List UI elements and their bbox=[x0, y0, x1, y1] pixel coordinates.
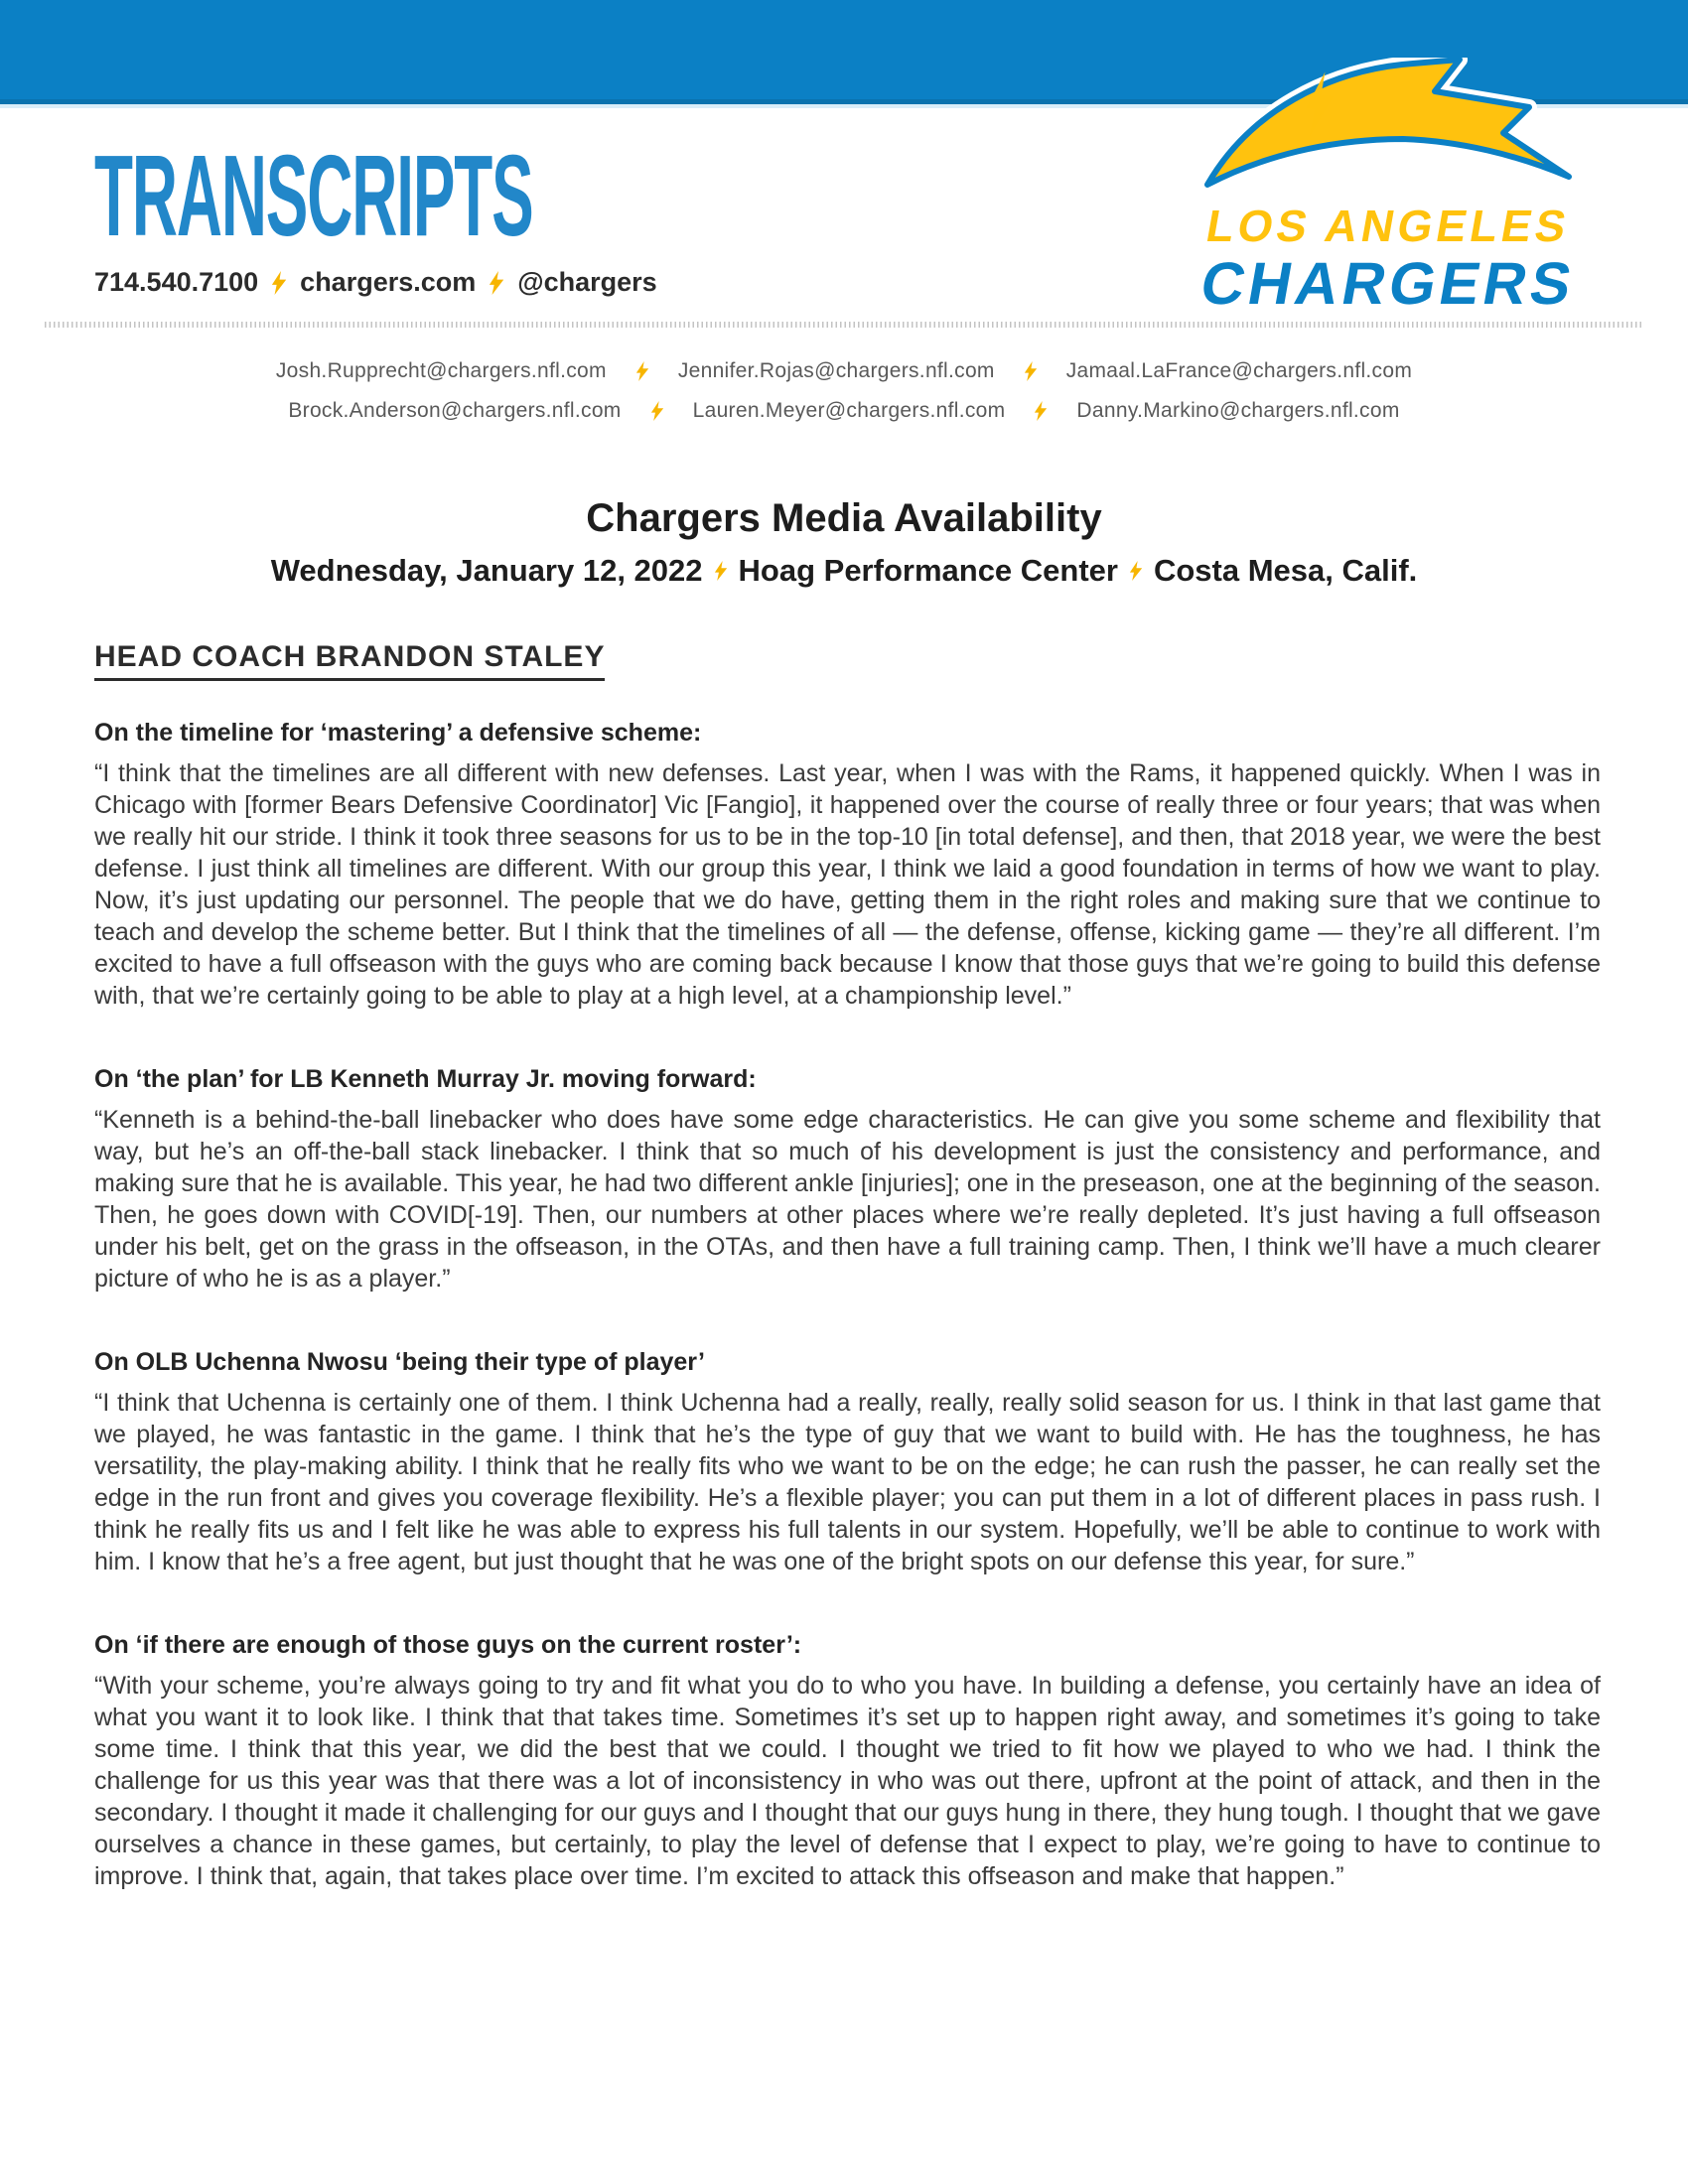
email-link[interactable]: Josh.Rupprecht@chargers.nfl.com bbox=[275, 359, 607, 382]
brand-title: TRANSCRIPTS bbox=[94, 131, 533, 260]
question-heading: On the timeline for ‘mastering’ a defensive scheme: bbox=[94, 719, 702, 747]
website-link[interactable]: chargers.com bbox=[300, 267, 477, 297]
question-heading: On OLB Uchenna Nwosu ‘being their type of player’ bbox=[94, 1348, 705, 1376]
lightning-bolt-icon bbox=[635, 361, 648, 381]
email-row bbox=[0, 391, 1688, 431]
answer-text: “With your scheme, you’re always going to try and fit what you do to who you have. In building a defense, you certainly have an idea of what you want it to look like. I think that that takes time. Sometimes it’s set up to happen right away, and sometimes it’s going to take some time. I think that this year, we did the best that we could. I thought we tried to fit how we played to who we had. I think the challenge for us this year was that there was a lot of inconsistency in who was out there, upfront at the point of attack, and then in the secondary. I thought it made it challenging for our guys and I thought that our guys hung in there, they hung tough. I thought that we gave ourselves a chance in these games, but certainly, to play the level of defense that I expect to play, we’re going to have to continue to improve. I think that, again, that takes place over time. I’m excited to attack this offseason and make that happen.” bbox=[94, 1672, 1601, 1890]
phone-number: 714.540.7100 bbox=[94, 267, 259, 297]
lightning-bolt-icon bbox=[271, 271, 287, 295]
lightning-bolt-icon bbox=[714, 561, 727, 581]
lightning-bolt-icon bbox=[1024, 361, 1037, 381]
question-heading: On ‘if there are enough of those guys on the current roster’: bbox=[94, 1631, 802, 1659]
event-location: Costa Mesa, Calif. bbox=[1153, 553, 1418, 588]
lightning-bolt-icon bbox=[489, 271, 504, 295]
email-link[interactable]: Jamaal.LaFrance@chargers.nfl.com bbox=[1065, 359, 1413, 382]
page-subtitle bbox=[0, 553, 1688, 589]
press-contacts bbox=[0, 351, 1688, 431]
lightning-bolt-icon bbox=[1129, 561, 1142, 581]
email-link[interactable]: Danny.Markino@chargers.nfl.com bbox=[1076, 399, 1400, 422]
lightning-bolt-icon bbox=[650, 401, 663, 421]
chargers-bolt-icon bbox=[1199, 58, 1577, 195]
event-date: Wednesday, January 12, 2022 bbox=[270, 553, 703, 588]
email-link[interactable]: Lauren.Meyer@chargers.nfl.com bbox=[692, 399, 1006, 422]
page-title: Chargers Media Availability bbox=[586, 496, 1102, 540]
qa-section bbox=[94, 1629, 1601, 1892]
email-row bbox=[0, 351, 1688, 391]
speaker-heading-wrap bbox=[94, 640, 1594, 681]
email-link[interactable]: Brock.Anderson@chargers.nfl.com bbox=[288, 399, 622, 422]
event-venue: Hoag Performance Center bbox=[738, 553, 1118, 588]
dotted-separator bbox=[45, 322, 1643, 328]
social-handle[interactable]: @chargers bbox=[517, 267, 657, 297]
lightning-bolt-icon bbox=[1035, 401, 1048, 421]
chargers-logo bbox=[1180, 58, 1597, 317]
question-heading: On ‘the plan’ for LB Kenneth Murray Jr. moving forward: bbox=[94, 1065, 757, 1093]
qa-section bbox=[94, 717, 1601, 1012]
transcript-body bbox=[0, 717, 1688, 1892]
qa-section bbox=[94, 1346, 1601, 1577]
logo-wordmark-city: LOS ANGELES bbox=[1202, 201, 1575, 251]
answer-text: “Kenneth is a behind-the-ball linebacker who does have some edge characteristics. He can give you some scheme and flexibility that way, but he’s an off-the-ball stack linebacker. I think that so much of his development is just the consistency and performance, and making sure that he is available. This year, he had two different ankle [injuries]; one in the preseason, one at the beginning of the season. Then, he goes down with COVID[-19]. Then, our numbers at other places where we’re really depleted. It’s just having a full offseason under his belt, get on the grass in the offseason, in the OTAs, and then have a full training camp. Then, I think we’ll have a much clearer picture of who he is as a player.” bbox=[94, 1106, 1601, 1293]
qa-section bbox=[94, 1063, 1601, 1295]
logo-wordmark-team: CHARGERS bbox=[1196, 250, 1581, 317]
answer-text: “I think that the timelines are all different with new defenses. Last year, when I was with the Rams, it happened quickly. When I was in Chicago with [former Bears Defensive Coordinator] Vic [Fangio], it happened over the course of really three or four years; that was when we really hit our stride. I think it took three seasons for us to be in the top-10 [in total defense], and then, that 2018 year, we were the best defense. I just think all timelines are different. With our group this year, I think we laid a good foundation in terms of how we want to play. Now, it’s just updating our personnel. The people that we do have, getting them in the right roles and making sure that we continue to teach and develop the scheme better. But I think that the timelines of all — the defense, offense, kicking game — they’re all different. I’m excited to have a full offseason with the guys who are coming back because I know that those guys that we’re going to build this defense with, that we’re certainly going to be able to play at a high level, at a championship level.” bbox=[94, 759, 1601, 1010]
answer-text: “I think that Uchenna is certainly one of them. I think Uchenna had a really, really, really solid season for us. I think in that last game that we played, he was fantastic in the game. I think that he’s the type of guy that we want to build with. He has the toughness, he has versatility, the play-making ability. I think that he really fits who we want to be on the edge; he can rush the passer, he can really set the edge in the run front and gives you coverage flexibility. He’s a flexible player; you can put them in a lot of different places in pass rush. I think he really fits us and I felt like he was able to express his full talents in our system. Hopefully, we’ll be able to continue to work with him. I know that he’s a free agent, but just thought that he was one of the bright spots on our defense this year, for sure.” bbox=[94, 1389, 1601, 1575]
speaker-heading: HEAD COACH BRANDON STALEY bbox=[94, 640, 605, 681]
email-link[interactable]: Jennifer.Rojas@chargers.nfl.com bbox=[677, 359, 995, 382]
